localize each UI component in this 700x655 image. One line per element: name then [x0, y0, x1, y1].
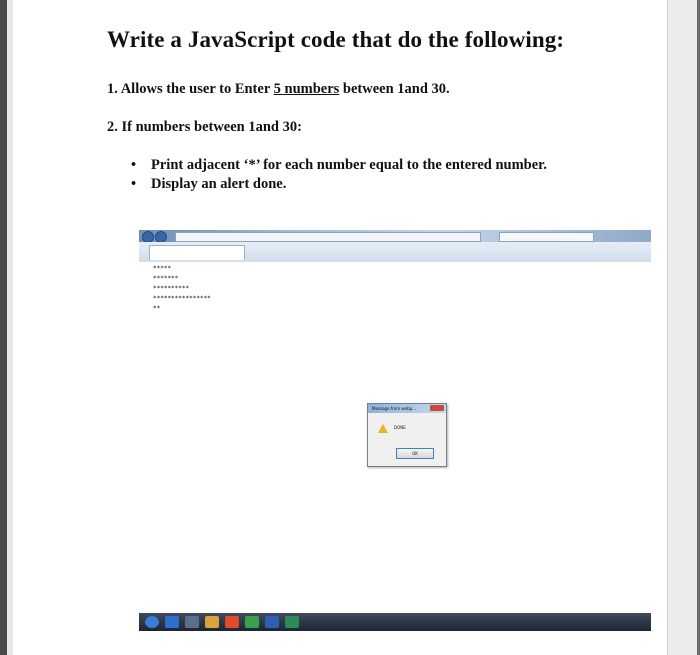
requirement-2: 2. If numbers between 1and 30:	[107, 119, 302, 135]
star-output	[153, 264, 211, 314]
alert-title	[368, 404, 446, 413]
requirement-1-prefix: 1. Allows the user to Enter	[107, 81, 274, 97]
ok-button: OK	[396, 448, 434, 459]
embedded-screenshot	[139, 230, 651, 632]
bullet-list	[131, 156, 551, 194]
browser-tab	[149, 245, 245, 260]
output-line: ****************	[153, 295, 211, 302]
alert-dialog	[367, 403, 447, 467]
chrome-icon	[245, 616, 259, 628]
ie-icon	[165, 616, 179, 628]
app-icon	[285, 616, 299, 628]
requirement-1	[107, 81, 450, 98]
browser-titlebar	[139, 230, 651, 242]
word-icon	[265, 616, 279, 628]
warning-icon	[378, 424, 388, 433]
output-line: **********	[153, 285, 190, 292]
alert-title-text: Message from webp...	[372, 406, 417, 411]
left-edge	[0, 0, 7, 655]
folder-icon	[205, 616, 219, 628]
taskbar-clock	[619, 615, 647, 629]
list-item	[131, 175, 551, 194]
bullet-icon: •	[131, 157, 137, 173]
browser-tabbar	[139, 242, 651, 262]
explorer-icon	[185, 616, 199, 628]
address-bar	[175, 232, 481, 242]
bullet-icon: •	[131, 176, 137, 192]
alert-body	[368, 413, 446, 443]
output-line: **	[153, 305, 161, 312]
output-line: *******	[153, 275, 179, 282]
close-icon	[430, 405, 444, 411]
requirement-1-underlined: 5 numbers	[273, 81, 340, 97]
page-title: Write a JavaScript code that do the following:	[107, 27, 565, 52]
right-margin	[667, 0, 697, 655]
output-line: *****	[153, 265, 172, 272]
search-box	[499, 232, 594, 242]
requirement-1-suffix: between 1and 30.	[339, 81, 450, 97]
list-item	[131, 156, 551, 175]
taskbar	[139, 613, 651, 631]
media-icon	[225, 616, 239, 628]
bullet-text-2: Display an alert done.	[151, 176, 287, 192]
alert-message: DONE	[394, 425, 406, 430]
bullet-text-1: Print adjacent ‘*’ for each number equal to the entered number.	[151, 157, 547, 173]
start-icon	[145, 616, 159, 628]
